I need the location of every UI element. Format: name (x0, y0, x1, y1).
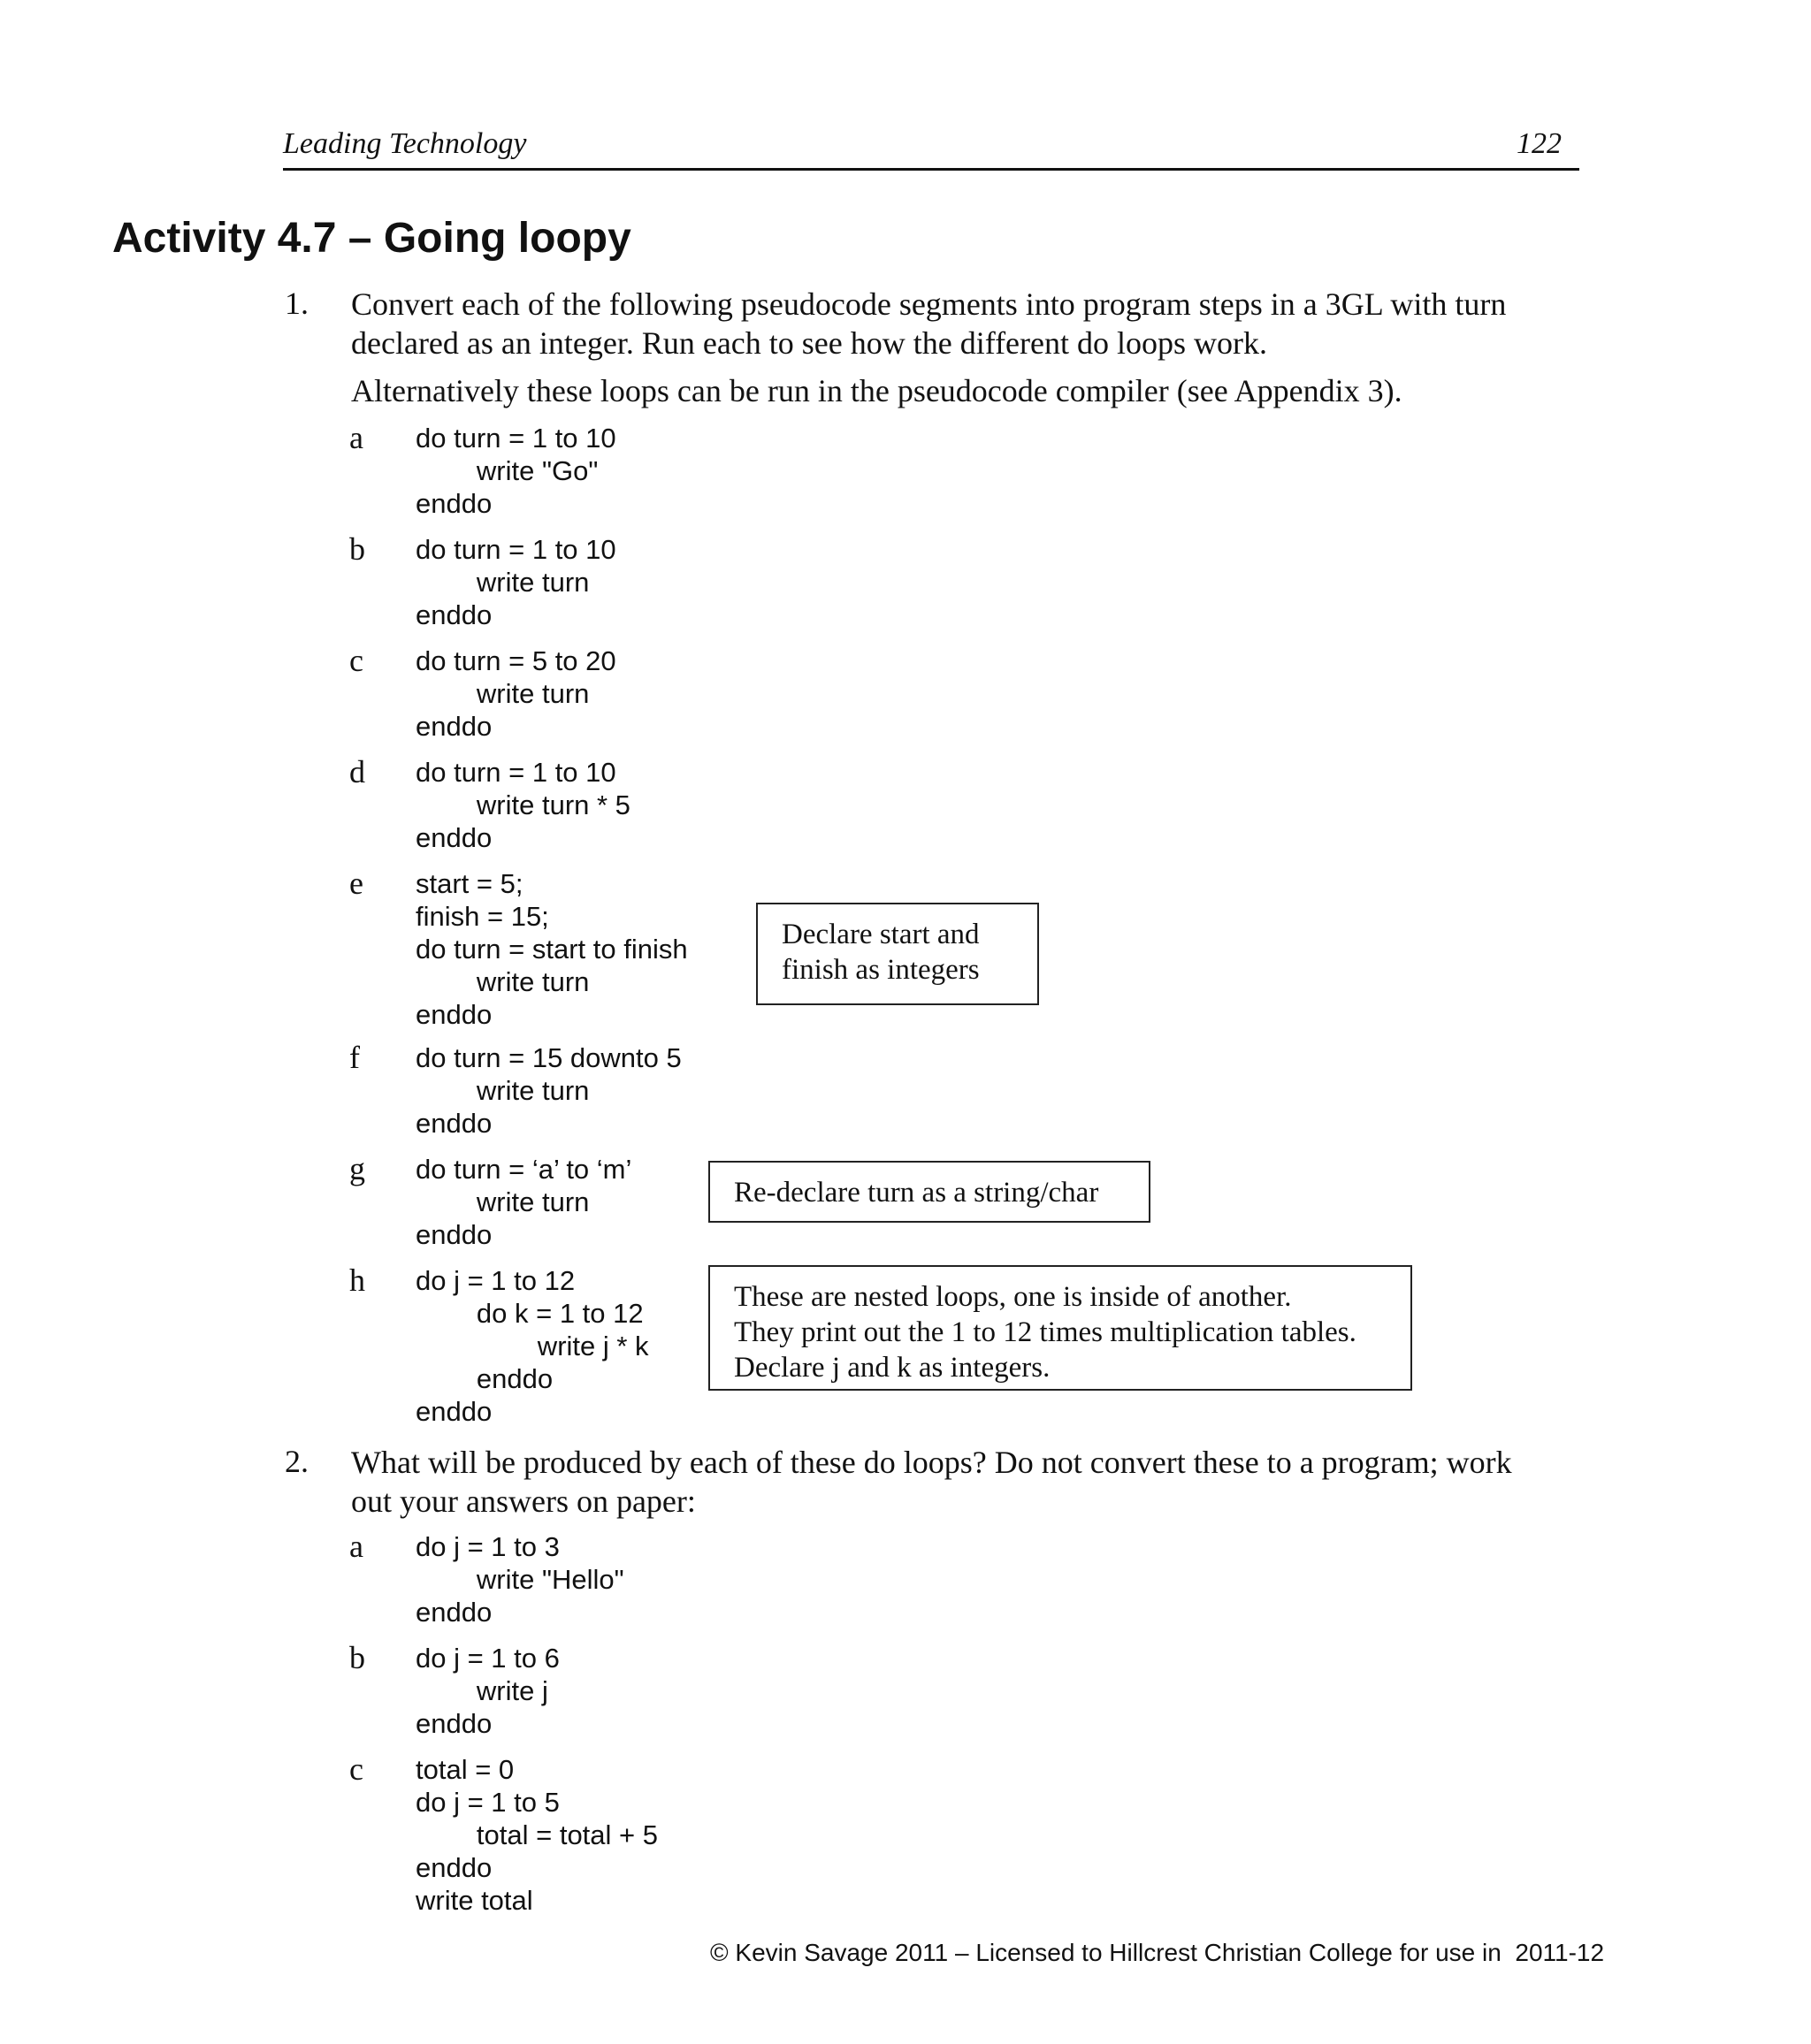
pseudocode-block: do turn = 1 to 10 write turn enddo (416, 534, 616, 630)
running-header (283, 126, 1579, 171)
item-letter: b (349, 1640, 365, 1675)
pseudocode-block: do j = 1 to 6 write j enddo (416, 1643, 560, 1739)
pseudocode-block: do turn = 5 to 20 write turn enddo (416, 645, 616, 742)
pseudocode-block: do j = 1 to 3 write "Hello" enddo (416, 1531, 624, 1628)
question-2-line-2: out your answers on paper: (351, 1483, 696, 1519)
pseudocode-block: do j = 1 to 12 do k = 1 to 12 write j * k enddo enddo (416, 1265, 649, 1427)
question-1-number: 1. (285, 286, 309, 321)
item-letter: d (349, 754, 365, 789)
page-number: 122 (1517, 127, 1562, 160)
item-letter: f (349, 1040, 360, 1075)
activity-title: Activity 4.7 – Going loopy (112, 215, 631, 262)
pseudocode-block: do turn = ‘a’ to ‘m’ write turn enddo (416, 1154, 632, 1250)
item-letter: h (349, 1262, 365, 1298)
question-1-line-3: Alternatively these loops can be run in the pseudocode compiler (see Appendix 3). (351, 373, 1402, 408)
note-nested-loops: These are nested loops, one is inside of another. They print out the 1 to 12 times multiplication tables. Declare j and k as integers. (708, 1265, 1412, 1391)
item-letter: a (349, 1529, 363, 1564)
note-declare-start-finish: Declare start and finish as integers (756, 903, 1039, 1005)
item-letter: b (349, 531, 365, 567)
question-1-line-2: declared as an integer. Run each to see how the different do loops work. (351, 325, 1268, 361)
pseudocode-block: do turn = 15 downto 5 write turn enddo (416, 1042, 682, 1139)
copyright-footer: © Kevin Savage 2011 – Licensed to Hillcrest Christian College for use in 2011-12 (710, 1939, 1605, 1966)
pseudocode-block: start = 5; finish = 15; do turn = start to finish write turn enddo (416, 868, 688, 1030)
pseudocode-block: do turn = 1 to 10 write "Go" enddo (416, 423, 616, 519)
item-letter: c (349, 643, 363, 678)
item-letter: g (349, 1151, 365, 1186)
question-2-line-1: What will be produced by each of these do loops? Do not convert these to a program; work (351, 1445, 1512, 1480)
pseudocode-block: total = 0 do j = 1 to 5 total = total + 5 enddo write total (416, 1754, 658, 1916)
item-letter: c (349, 1751, 363, 1787)
question-2-number: 2. (285, 1444, 309, 1479)
book-title: Leading Technology (283, 127, 527, 160)
pseudocode-block: do turn = 1 to 10 write turn * 5 enddo (416, 757, 630, 853)
item-letter: a (349, 420, 363, 455)
note-redeclare-turn: Re-declare turn as a string/char (708, 1161, 1150, 1223)
item-letter: e (349, 866, 363, 901)
question-1-line-1: Convert each of the following pseudocode segments into program steps in a 3GL with turn (351, 286, 1507, 322)
